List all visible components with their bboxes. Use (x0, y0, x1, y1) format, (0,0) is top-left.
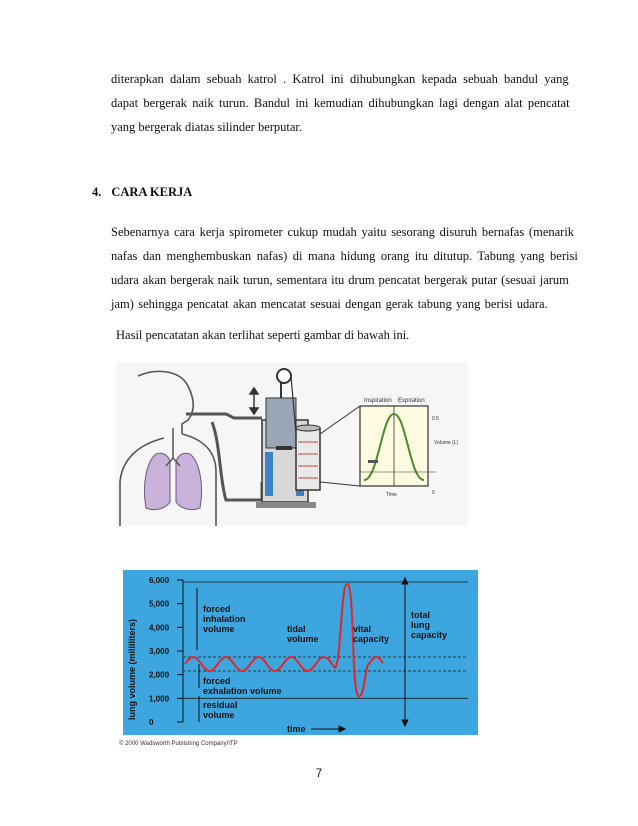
page-number: 7 (315, 768, 323, 780)
plot-background (123, 570, 478, 735)
label-line: total (411, 610, 430, 620)
line-text: dapat bergerak naik turun. Bandul ini kemudian dihubungkan lagi dengan alat pencatat (111, 96, 570, 110)
label-line: inhalation (203, 614, 246, 624)
section-heading (92, 185, 202, 200)
label-line: tidal (287, 624, 306, 634)
paragraph-line (111, 268, 569, 292)
label-line: forced (203, 604, 231, 614)
paragraph-intro (111, 67, 570, 139)
paragraph-line (116, 323, 547, 347)
recording-drum (296, 425, 320, 490)
copyright-text: © 2000 Wadsworth Publishing Company/ITP (119, 741, 238, 747)
paragraph-line (111, 91, 570, 115)
label-line: vital (353, 624, 372, 634)
section-number: 4. (92, 185, 102, 199)
line-text: jam) sehingga pencatat akan mencatat sesuai dengan gerak tabung yang berisi udara. (111, 297, 548, 311)
label-line: volume (203, 624, 235, 634)
y-tick-label: 6,000 (149, 576, 170, 585)
label-line: volume (203, 710, 235, 720)
line-text: Hasil pencatatan akan terlihat seperti gambar di bawah ini. (116, 328, 410, 342)
line-text: yang bergerak diatas silinder berputar. (111, 120, 303, 134)
label-line: volume (287, 634, 319, 644)
line-text: diterapkan dalam sebuah katrol . Katrol ini dihubungkan kepada sebuah bandul yang (111, 72, 569, 86)
line-text: Sebenarnya cara kerja spirometer cukup mudah yaitu sesorang disuruh bernafas (menarik (111, 225, 575, 239)
spirometer-diagram (116, 362, 468, 526)
y-tick-label: 5,000 (149, 599, 170, 609)
label-line: capacity (353, 634, 390, 644)
inspiration-label: Inspiration (364, 398, 392, 404)
y-tick-label: 0 (149, 718, 154, 727)
paragraph-line (111, 244, 578, 268)
tick-top-label: 0.5 (432, 416, 439, 422)
x-axis-label: time (287, 724, 306, 734)
y-tick-label: 2,000 (149, 670, 170, 680)
spirogram-inset (360, 406, 436, 486)
paragraph-line (111, 115, 542, 139)
label-line: lung (411, 620, 430, 630)
y-tick-label: 1,000 (149, 694, 170, 704)
y-tick-label: 3,000 (149, 647, 170, 656)
paragraph-line (111, 220, 575, 244)
paragraph-line (111, 67, 569, 91)
label-line: residual (203, 700, 238, 710)
paragraph-line (111, 292, 548, 316)
lung-volume-chart (115, 570, 478, 748)
label-line: capacity (411, 630, 448, 640)
label-line: exhalation volume (203, 686, 282, 696)
y-axis-label: lung volume (milliliters) (127, 618, 137, 720)
tick-bottom-label: 0 (432, 490, 435, 496)
line-text: udara akan bergerak naik turun, sementara itu drum pencatat bergerak putar (sesuai jarum (111, 273, 569, 287)
volume-label: Volume (L) (434, 440, 459, 446)
section-title: CARA KERJA (111, 185, 193, 199)
y-tick-label: 4,000 (149, 623, 170, 633)
time-label: Time (386, 492, 397, 498)
paragraph-result (116, 323, 547, 347)
residual-volume-label (203, 700, 238, 720)
label-line: forced (203, 676, 231, 686)
line-text: nafas dan menghembuskan nafas) di mana hidung orang itu ditutup. Tabung yang berisi (111, 249, 578, 263)
time-arrow (368, 460, 378, 463)
expiration-label: Expiration (398, 398, 425, 404)
paragraph-how-it-works (111, 220, 578, 316)
